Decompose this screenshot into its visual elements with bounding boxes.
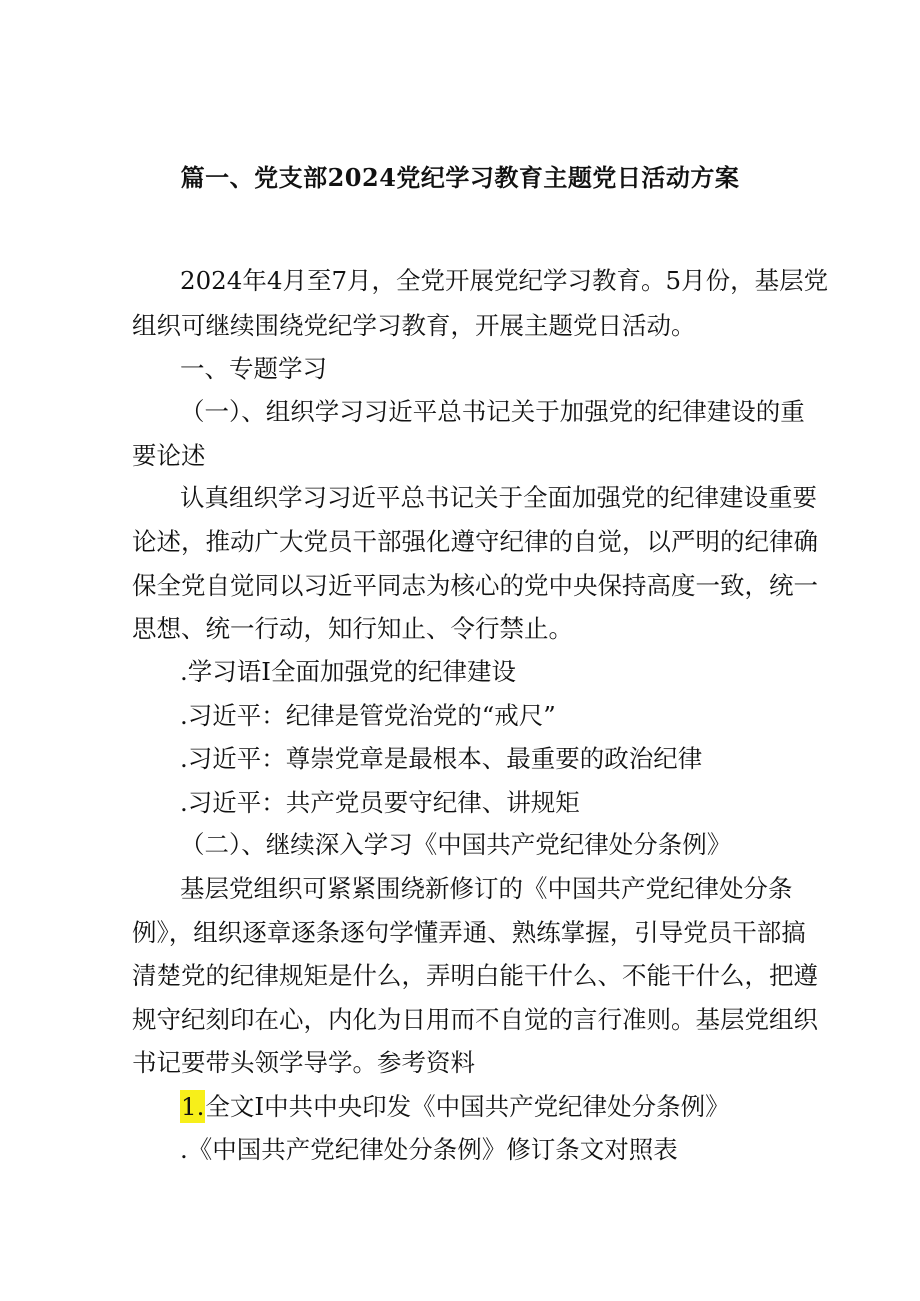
reference-item (180, 1092, 730, 1122)
paragraph-line: 规守纪刻印在心，内化为日用而不自觉的言行准则。基层党组织 (132, 1005, 818, 1034)
document-title: 篇一、党支部2024党纪学习教育主题党日活动方案 (180, 163, 740, 192)
highlighted-number: 1. (181, 1092, 205, 1121)
section-heading: 一、专题学习 (180, 354, 327, 383)
paragraph-line: 清楚党的纪律规矩是什么，弄明白能干什么、不能干什么，把遵 (132, 961, 818, 990)
reference-item: .《中国共产党纪律处分条例》修订条文对照表 (180, 1135, 678, 1164)
list-item: .学习语I全面加强党的纪律建设 (180, 657, 516, 686)
list-item: .习近平：纪律是管党治党的“戒尺” (180, 701, 556, 730)
paragraph-line: 基层党组织可紧紧围绕新修订的《中国共产党纪律处分条 (180, 874, 793, 903)
paragraph-line: 书记要带头领学导学。参考资料 (132, 1048, 475, 1077)
paragraph-line: 保全党自觉同以习近平同志为核心的党中央保持高度一致，统一 (132, 571, 818, 600)
paragraph-line: 2024年4月至7月，全党开展党纪学习教育。5月份，基层党 (180, 266, 829, 295)
list-item: .习近平：共产党员要守纪律、讲规矩 (180, 788, 580, 817)
list-item: .习近平：尊崇党章是最根本、最重要的政治纪律 (180, 744, 703, 773)
subsection-heading: （一）、组织学习习近平总书记关于加强党的纪律建设的重 (180, 397, 805, 426)
subsection-heading: （二）、继续深入学习《中国共产党纪律处分条例》 (180, 830, 732, 859)
paragraph-line: 论述，推动广大党员干部强化遵守纪律的自觉，以严明的纪律确 (132, 527, 818, 556)
paragraph-line: 组织可继续围绕党纪学习教育，开展主题党日活动。 (132, 311, 696, 340)
subsection-heading-cont: 要论述 (132, 441, 206, 470)
paragraph-line: 思想、统一行动，知行知止、令行禁止。 (132, 614, 573, 643)
paragraph-line: 认真组织学习习近平总书记关于全面加强党的纪律建设重要 (180, 483, 817, 512)
reference-text: 全文I中共中央印发《中国共产党纪律处分条例》 (205, 1092, 730, 1121)
paragraph-line: 例》，组织逐章逐条逐句学懂弄通、熟练掌握，引导党员干部搞 (132, 918, 806, 947)
